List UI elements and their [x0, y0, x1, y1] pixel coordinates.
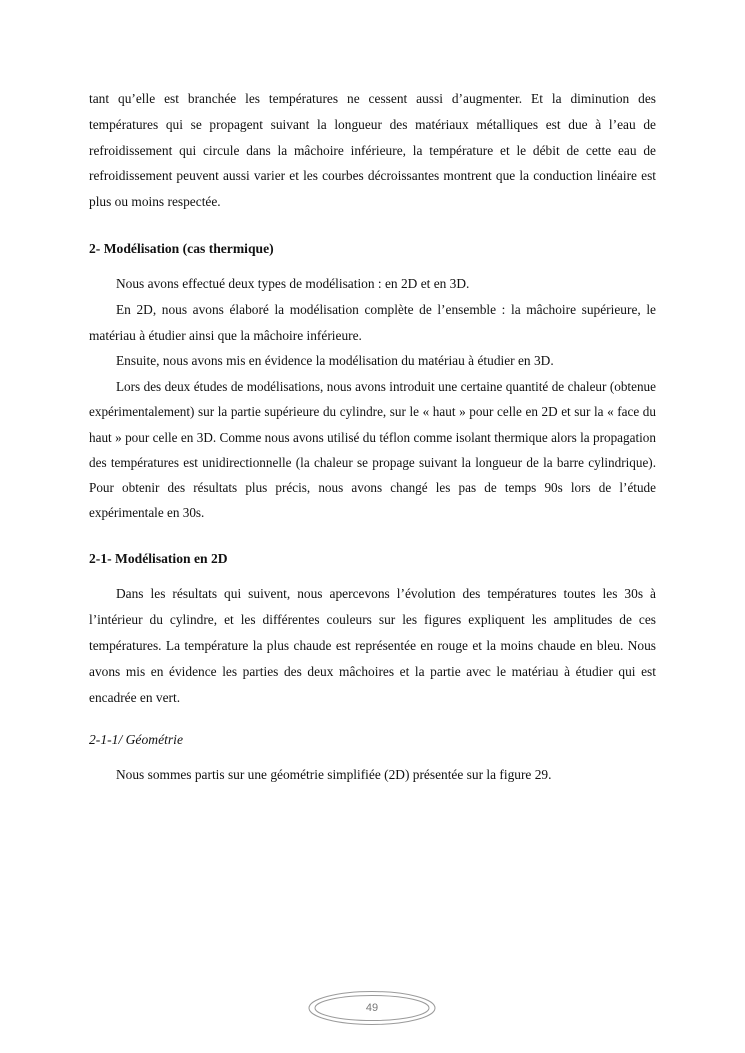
section-2-1-paragraph: Dans les résultats qui suivent, nous apercevons l’évolution des températures toutes les 30s à l’intérieur du cylindre, et les différentes couleurs sur les figures expliquent les amplitudes de ces températures. La température la plus chaude est représentée en rouge et la moins chaude en bleu. Nous avons mis en évidence les parties des deux mâchoires et la partie avec le matériau à étudier qui est encadrée en vert. — [89, 586, 656, 705]
section-2-paragraph-1: Nous avons effectué deux types de modélisation : en 2D et en 3D. — [116, 275, 470, 291]
document-page — [89, 86, 656, 788]
section-2-paragraph-4: Lors des deux études de modélisations, nous avons introduit une certaine quantité de chaleur (obtenue expérimentalement) sur la partie supérieure du cylindre, sur le « haut » pour celle en 2D et sur la « face du haut » pour celle en 3D. Comme nous avons utilisé du téflon comme isolant thermique alors la propagation des températures est unidirectionnelle (la chaleur se propage suivant la longueur de la barre cylindrique). Pour obtenir des résultats plus précis, nous avons changé les pas de temps 90s lors de l’étude expérimentale en 30s. — [89, 379, 656, 521]
subsection-heading-geometrie: 2-1-1/ Géométrie — [89, 732, 183, 748]
intro-paragraph: tant qu’elle est branchée les températures ne cessent aussi d’augmenter. Et la diminution des températures qui se propagent suivant la longueur des matériaux métalliques est due à l’eau de refroidissement qui circule dans la mâchoire inférieure, la température et le débit de cette eau de refroidissement peuvent aussi varier et les courbes décroissantes montrent que la conduction linéaire est plus ou moins respectée. — [89, 91, 656, 210]
page-footer — [307, 990, 437, 1026]
page-number: 49 — [365, 1002, 379, 1014]
section-2-paragraph-3: Ensuite, nous avons mis en évidence la modélisation du matériau à étudier en 3D. — [116, 353, 554, 369]
section-2-paragraph-2: En 2D, nous avons élaboré la modélisation complète de l’ensemble : la mâchoire supérieure, le matériau à étudier ainsi que la mâchoire inférieure. — [89, 301, 656, 343]
section-heading-modelisation: 2- Modélisation (cas thermique) — [89, 240, 274, 256]
section-heading-modelisation-2d: 2-1- Modélisation en 2D — [89, 551, 228, 567]
section-2-1-1-paragraph: Nous sommes partis sur une géométrie simplifiée (2D) présentée sur la figure 29. — [116, 767, 552, 783]
